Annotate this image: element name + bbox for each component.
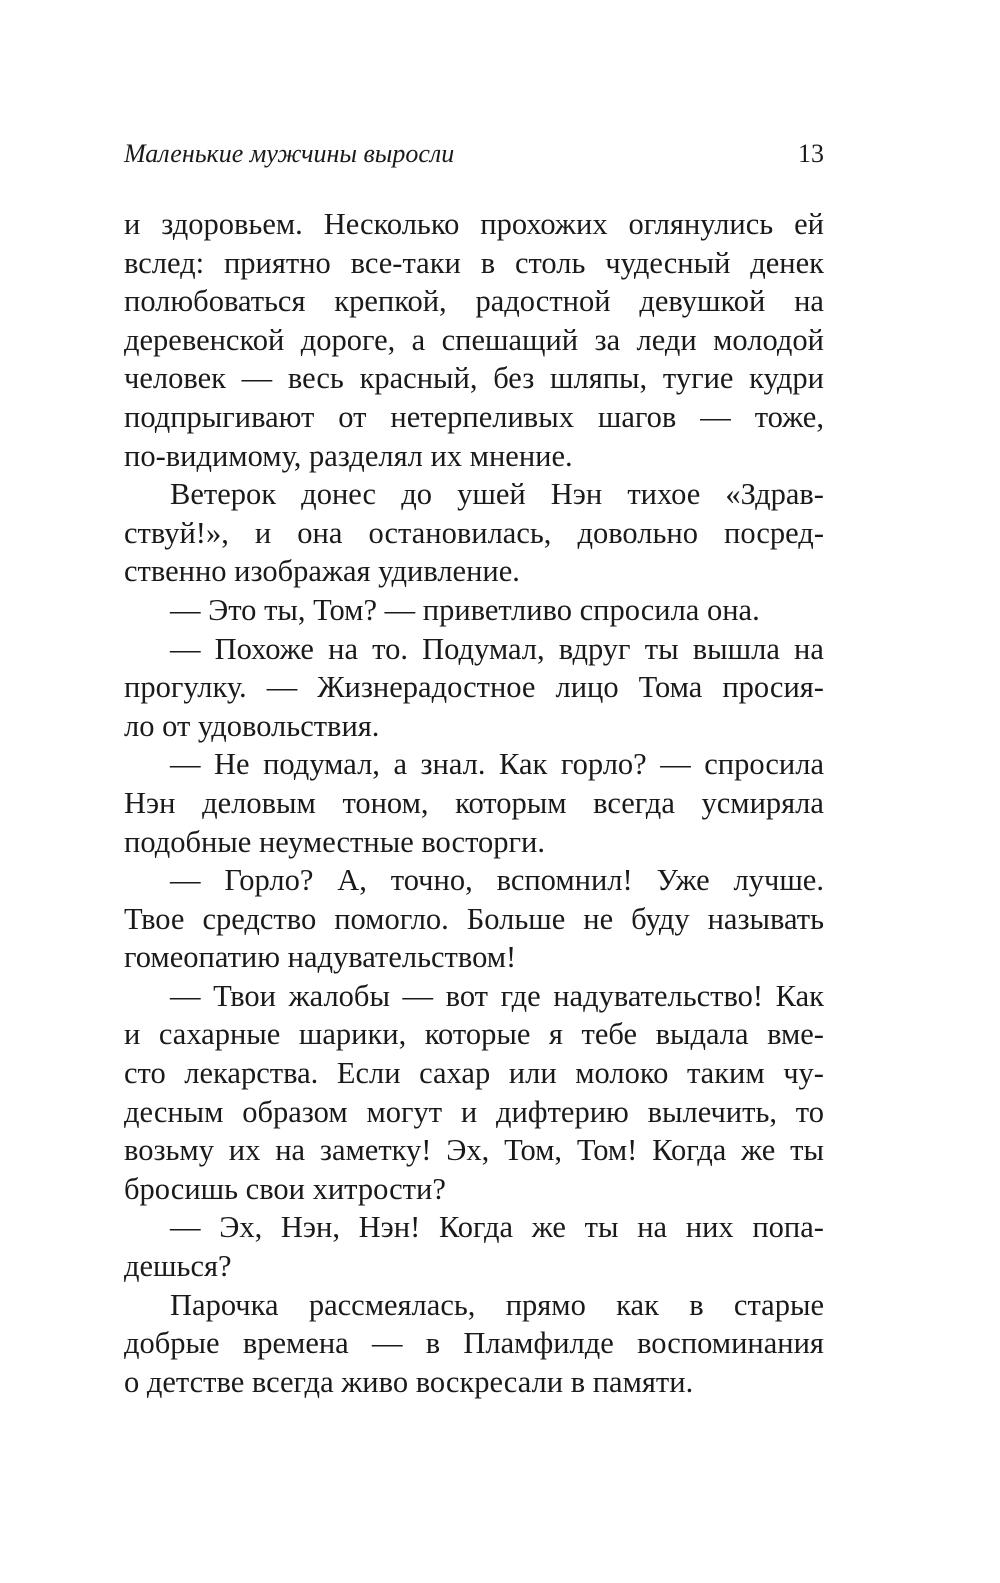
text-line — [124, 1247, 824, 1286]
word: вышла — [692, 631, 780, 666]
word: красный, — [359, 361, 478, 396]
word: о — [124, 1364, 147, 1399]
word: Горло? — [224, 863, 314, 898]
text-line — [124, 938, 824, 977]
word: лекарства. — [184, 1056, 319, 1091]
word: и — [124, 1017, 141, 1052]
word: донес — [301, 477, 377, 512]
word: буду — [631, 901, 690, 936]
word: Больше — [466, 901, 566, 936]
page-number: 13 — [798, 139, 824, 168]
text-line — [124, 244, 824, 283]
word: Когда — [652, 1133, 727, 1168]
word: не — [583, 901, 614, 936]
word: удовольствия. — [197, 708, 380, 743]
word: изображая — [234, 554, 379, 589]
word: образом — [242, 1094, 348, 1129]
word: вме- — [767, 1017, 824, 1052]
word: сахар — [419, 1056, 491, 1091]
text-line — [124, 977, 824, 1016]
word: — — [700, 399, 731, 434]
word: Жизнерадостное — [317, 670, 536, 705]
word: полюбоваться — [124, 284, 306, 319]
word: дешься? — [124, 1249, 232, 1284]
text-line — [124, 475, 824, 514]
word: шагов — [597, 399, 677, 434]
word: ей — [794, 207, 824, 241]
word: леди — [636, 322, 697, 357]
word: Тома — [638, 670, 703, 705]
word: просия- — [722, 670, 824, 705]
word: Том, — [504, 1133, 563, 1168]
word: надувательством! — [287, 940, 517, 975]
word: Эх, — [446, 1133, 490, 1168]
body-text — [124, 205, 824, 1401]
word: вслед: — [124, 245, 205, 280]
word: разделял — [309, 438, 431, 473]
word: ты, — [264, 592, 314, 627]
word: деревенской — [124, 322, 285, 357]
word: молоко — [575, 1056, 669, 1091]
word: «Здрав- — [725, 477, 824, 512]
word: Парочка — [170, 1287, 279, 1322]
word: оглянулись — [628, 207, 774, 241]
word: и — [254, 515, 272, 550]
word: всегда — [593, 785, 675, 820]
text-line — [124, 1324, 824, 1363]
word: Нэн! — [358, 1210, 421, 1245]
word: горло? — [560, 747, 647, 782]
word: вылечить, — [647, 1094, 777, 1129]
word: мнение. — [469, 438, 573, 473]
word: без — [493, 361, 535, 396]
word: лицо — [555, 670, 619, 705]
word: и — [460, 1094, 478, 1129]
word: денек — [750, 245, 824, 280]
word: воскресали — [415, 1364, 571, 1399]
word: старые — [733, 1287, 824, 1322]
text-line — [124, 1093, 824, 1132]
word: тоном, — [342, 785, 429, 820]
word: шарики, — [298, 1017, 407, 1052]
word: — — [170, 863, 201, 898]
word: вот — [445, 978, 488, 1013]
text-line — [124, 398, 824, 437]
word: а — [393, 747, 407, 782]
word: — — [170, 592, 209, 627]
word: Когда — [438, 1210, 514, 1245]
word: Эх, — [219, 1210, 263, 1245]
word: средство — [202, 901, 317, 936]
word: столь — [514, 245, 586, 280]
word: как — [616, 1287, 659, 1322]
word: от — [162, 708, 198, 743]
word: Как — [775, 978, 824, 1013]
word: Это — [208, 592, 265, 627]
page-header — [124, 136, 824, 172]
word: времена — [242, 1326, 349, 1361]
word: по-видимому, — [124, 438, 310, 473]
word: — — [170, 631, 201, 666]
word: памяти. — [592, 1364, 694, 1399]
word: прямо — [505, 1287, 586, 1322]
word: на — [275, 1133, 306, 1168]
text-line — [124, 707, 824, 746]
word: называть — [707, 901, 824, 936]
word: кудри — [749, 361, 824, 396]
word: детстве — [146, 1364, 252, 1399]
word: подумал, — [263, 747, 380, 782]
text-line — [124, 784, 824, 823]
word: прохожих — [480, 207, 608, 241]
word: нетерпеливых — [390, 399, 574, 434]
text-line — [124, 630, 824, 669]
word: Подумал, — [422, 631, 545, 666]
word: свои — [245, 1171, 313, 1206]
running-title: Маленькие мужчины выросли — [124, 139, 455, 168]
word: а — [411, 322, 426, 357]
word: шляпы, — [549, 361, 648, 396]
word: их — [228, 1133, 261, 1168]
word: которые — [424, 1017, 531, 1052]
word: Нэн, — [280, 1210, 340, 1245]
word: дороге, — [300, 322, 396, 357]
word: посред- — [724, 515, 824, 550]
word: в — [689, 1287, 704, 1322]
word: Ветерок — [170, 477, 277, 512]
word: я — [548, 1017, 563, 1052]
word: — — [170, 747, 201, 782]
word: возьму — [124, 1133, 214, 1168]
word: Твои — [213, 978, 276, 1013]
word: она — [297, 515, 343, 550]
word: все-таки — [350, 245, 461, 280]
word: в — [480, 245, 496, 280]
text-line — [124, 745, 824, 784]
word: остановилась, — [368, 515, 552, 550]
text-line — [124, 1363, 824, 1402]
word: могут — [366, 1094, 443, 1129]
word: подпрыгивают — [124, 399, 315, 434]
word: же — [741, 1133, 776, 1168]
word: чу- — [783, 1056, 824, 1091]
text-line — [124, 1170, 824, 1209]
text-line — [124, 861, 824, 900]
word: спросила — [704, 747, 824, 782]
text-line — [124, 591, 824, 630]
word: восторги. — [421, 824, 545, 859]
word: она. — [706, 592, 760, 627]
word: удивление. — [378, 554, 520, 589]
word: ты — [584, 1210, 619, 1245]
word: на — [794, 631, 824, 666]
word: ственно — [124, 554, 235, 589]
word: до — [401, 477, 432, 512]
word: и — [124, 207, 141, 241]
text-line — [124, 282, 824, 321]
word: Как — [499, 747, 548, 782]
word: которым — [455, 785, 567, 820]
word: человек — [124, 361, 226, 396]
word: деловым — [202, 785, 316, 820]
word: на — [328, 631, 358, 666]
word: на — [794, 284, 824, 319]
word: тоже, — [754, 399, 824, 434]
text-line — [124, 321, 824, 360]
word: весь — [287, 361, 344, 396]
text-line — [124, 1286, 824, 1325]
text-line — [124, 1131, 824, 1170]
word: усмиряла — [701, 785, 824, 820]
word: ты — [790, 1133, 824, 1168]
word: Том! — [576, 1133, 638, 1168]
text-line — [124, 1054, 824, 1093]
word: добрые — [124, 1326, 220, 1361]
word: в — [425, 1326, 441, 1361]
word: ты — [644, 631, 679, 666]
text-line — [124, 205, 824, 244]
word: молодой — [713, 322, 824, 357]
word: бросишь — [124, 1171, 246, 1206]
word: сто — [124, 1056, 166, 1091]
word: Если — [336, 1056, 401, 1091]
word: гомеопатию — [124, 940, 288, 975]
word: где — [500, 978, 541, 1013]
word: приятно — [223, 245, 331, 280]
word: живо — [341, 1364, 416, 1399]
text-line — [124, 514, 824, 553]
word: крепкой, — [334, 284, 447, 319]
word: Похоже — [214, 631, 314, 666]
word: — — [170, 978, 201, 1013]
word: их — [430, 438, 470, 473]
word: девушкой — [639, 284, 766, 319]
word: лучше. — [733, 863, 824, 898]
word: таким — [686, 1056, 765, 1091]
word: здоровьем. — [161, 207, 303, 241]
word: же — [531, 1210, 566, 1245]
word: — — [371, 1326, 403, 1361]
word: выдала — [655, 1017, 749, 1052]
word: Уже — [656, 863, 710, 898]
word: то — [795, 1094, 824, 1129]
word: хитрости? — [312, 1171, 446, 1206]
word: ушей — [457, 477, 526, 512]
text-line — [124, 552, 824, 591]
word: тихое — [627, 477, 701, 512]
word: сахарные — [158, 1017, 281, 1052]
word: ло — [124, 708, 163, 743]
word: А, — [337, 863, 367, 898]
word: всегда — [251, 1364, 342, 1399]
word: точно, — [390, 863, 473, 898]
word: довольно — [577, 515, 698, 550]
text-line — [124, 359, 824, 398]
word: дифтерию — [495, 1094, 629, 1129]
word: помогло. — [334, 901, 449, 936]
word: знал. — [420, 747, 486, 782]
word: вспомнил! — [496, 863, 633, 898]
word: попа- — [752, 1210, 824, 1245]
word: тебе — [581, 1017, 638, 1052]
word: Не — [214, 747, 250, 782]
word: — — [660, 747, 691, 782]
word: Нэн — [124, 785, 176, 820]
word: — — [241, 361, 273, 396]
word: подобные — [124, 824, 259, 859]
word: неуместные — [258, 824, 422, 859]
word: чудесный — [605, 245, 731, 280]
word: тугие — [662, 361, 734, 396]
word: Пламфилде — [463, 1326, 614, 1361]
text-line — [124, 1015, 824, 1054]
word: заметку! — [319, 1133, 432, 1168]
text-line — [124, 437, 824, 476]
word: радостной — [475, 284, 611, 319]
word: спешащий — [441, 322, 579, 357]
word: Том? — [313, 592, 385, 627]
word: Несколько — [323, 207, 460, 241]
word: на — [637, 1210, 668, 1245]
word: жалобы — [288, 978, 390, 1013]
word: десным — [124, 1094, 224, 1129]
word: или — [508, 1056, 557, 1091]
text-line — [124, 900, 824, 939]
text-line — [124, 1208, 824, 1247]
word: надувательство! — [553, 978, 764, 1013]
word: — — [170, 1210, 201, 1245]
word: ствуй!», — [124, 515, 229, 550]
word: них — [685, 1210, 734, 1245]
word: вдруг — [558, 631, 631, 666]
word: спросила — [579, 592, 707, 627]
word: Нэн — [550, 477, 603, 512]
word: воспоминания — [637, 1326, 824, 1361]
word: — — [384, 592, 423, 627]
word: — — [266, 670, 298, 705]
word: рассмеялась, — [308, 1287, 476, 1322]
word: за — [594, 322, 621, 357]
text-line — [124, 668, 824, 707]
word: от — [338, 399, 367, 434]
word: — — [402, 978, 434, 1013]
word: прогулку. — [124, 670, 247, 705]
word: приветливо — [422, 592, 580, 627]
text-line — [124, 823, 824, 862]
word: Твое — [124, 901, 185, 936]
word: в — [570, 1364, 593, 1399]
word: то. — [372, 631, 408, 666]
